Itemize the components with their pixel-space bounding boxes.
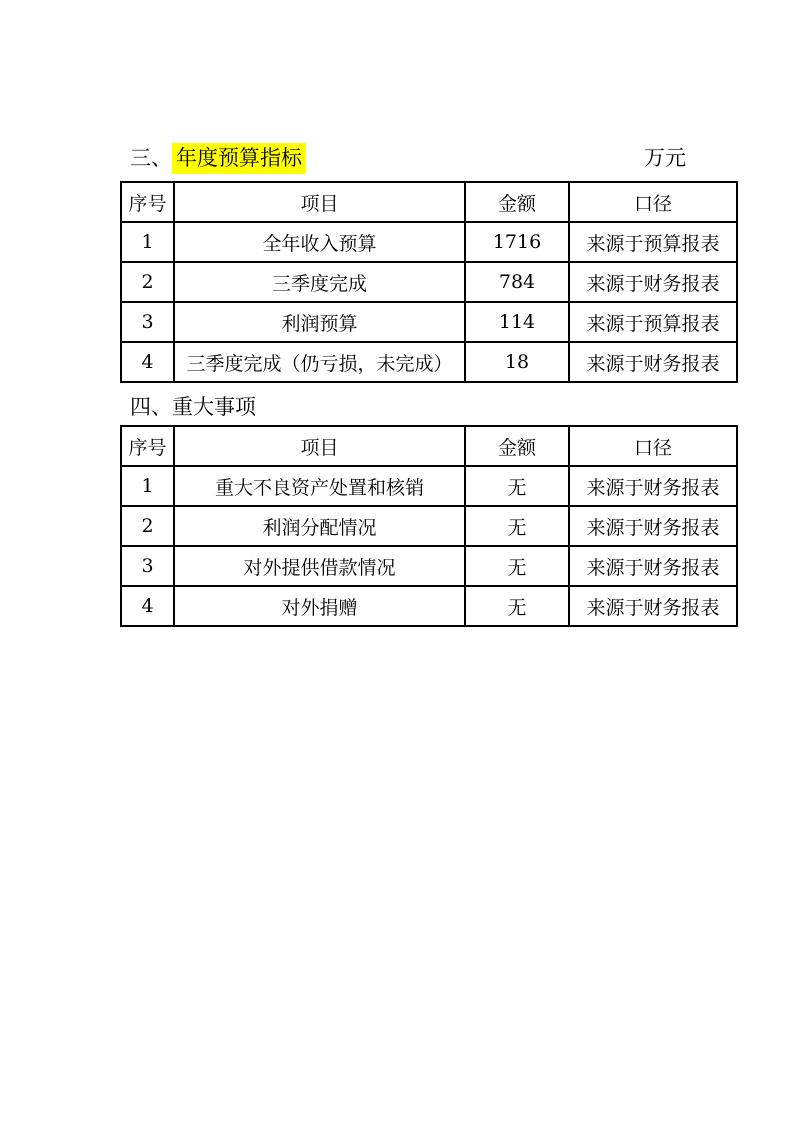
item-cell: 对外提供借款情况 [174,546,465,586]
unit-label: 万元 [644,146,686,170]
item-cell: 对外捐赠 [174,586,465,626]
header-cell: 项目 [174,426,465,466]
major-events-table [120,425,738,627]
row-number-cell: 1 [121,466,174,506]
table-row [121,546,737,586]
row-number-cell: 2 [121,506,174,546]
item-cell: 利润分配情况 [174,506,465,546]
section4-heading: 四、重大事项 [130,395,256,419]
row-number-cell: 4 [121,586,174,626]
table-row [121,342,737,382]
item-cell: 三季度完成 [174,262,465,302]
table-header-row [121,426,737,466]
item-cell: 三季度完成（仍亏损，未完成） [174,342,465,382]
table-row [121,302,737,342]
amount-cell: 18 [465,342,569,382]
table-row [121,262,737,302]
amount-cell: 无 [465,466,569,506]
section3-heading [130,142,306,174]
row-number-cell: 4 [121,342,174,382]
amount-cell: 无 [465,506,569,546]
budget-indicators-table [120,181,738,383]
caliber-cell: 来源于预算报表 [569,302,737,342]
table-row [121,506,737,546]
item-cell: 利润预算 [174,302,465,342]
header-cell: 序号 [121,426,174,466]
caliber-cell: 来源于财务报表 [569,342,737,382]
caliber-cell: 来源于财务报表 [569,586,737,626]
header-cell: 序号 [121,182,174,222]
row-number-cell: 3 [121,546,174,586]
table-header-row [121,182,737,222]
amount-cell: 无 [465,586,569,626]
caliber-cell: 来源于财务报表 [569,506,737,546]
header-cell: 金额 [465,182,569,222]
amount-cell: 114 [465,302,569,342]
section3-heading-row [120,142,736,174]
caliber-cell: 来源于财务报表 [569,546,737,586]
section3-prefix: 三、 [130,146,172,170]
header-cell: 金额 [465,426,569,466]
caliber-cell: 来源于财务报表 [569,262,737,302]
header-cell: 口径 [569,182,737,222]
caliber-cell: 来源于财务报表 [569,466,737,506]
header-cell: 口径 [569,426,737,466]
item-cell: 重大不良资产处置和核销 [174,466,465,506]
caliber-cell: 来源于预算报表 [569,222,737,262]
header-cell: 项目 [174,182,465,222]
section3-title-highlighted: 年度预算指标 [172,143,306,174]
item-cell: 全年收入预算 [174,222,465,262]
amount-cell: 1716 [465,222,569,262]
table-row [121,586,737,626]
page-content [120,142,736,627]
amount-cell: 无 [465,546,569,586]
amount-cell: 784 [465,262,569,302]
row-number-cell: 1 [121,222,174,262]
table-row [121,466,737,506]
row-number-cell: 2 [121,262,174,302]
row-number-cell: 3 [121,302,174,342]
table-row [121,222,737,262]
